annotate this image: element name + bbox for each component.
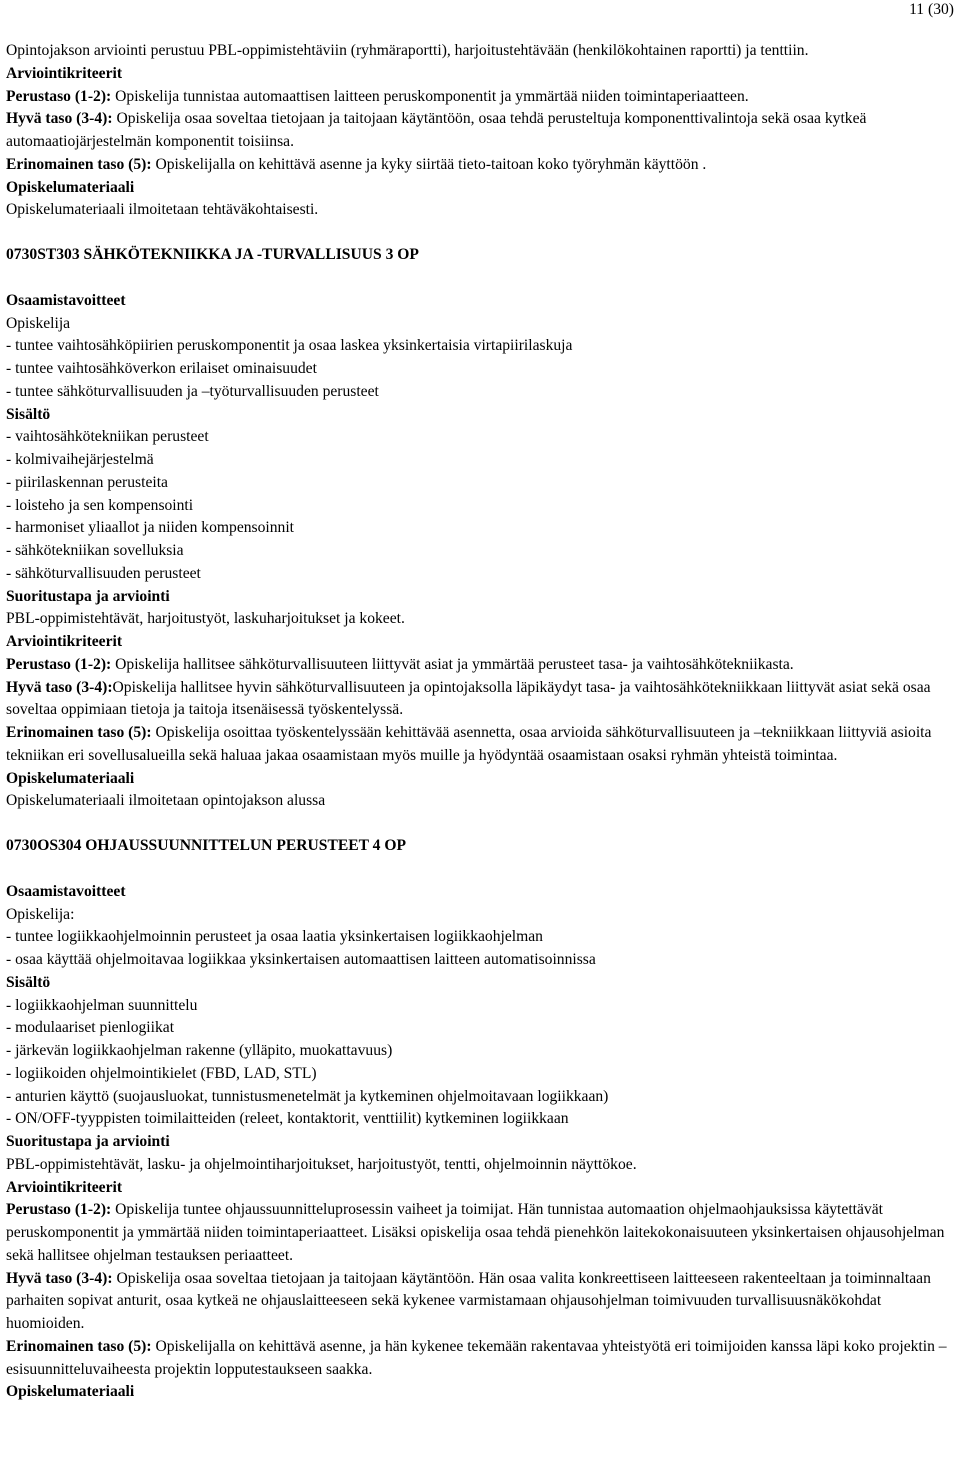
course2-method-heading: Suoritustapa ja arviointi: [6, 1133, 170, 1150]
course1-content-item: - vaihtosähkötekniikan perusteet: [6, 428, 209, 446]
course1-content-item: - harmoniset yliaallot ja niiden kompensoinnit: [6, 519, 294, 537]
course1-level1: [6, 654, 952, 677]
course2-level1-label: Perustaso (1-2):: [6, 1201, 112, 1219]
course2-goal-item: - tuntee logiikkaohjelmoinnin perusteet ja osaa laatia yksinkertaisen logiikkaohjelman: [6, 928, 543, 946]
course2-level2: [6, 1268, 952, 1336]
course1-level2-label: Hyvä taso (3-4):: [6, 678, 113, 696]
intro-level2-label: Hyvä taso (3-4):: [6, 110, 113, 128]
course1-material-heading: Opiskelumateriaali: [6, 769, 135, 787]
course1-level1-label: Perustaso (1-2):: [6, 655, 112, 673]
course2-content-item: - ON/OFF-tyyppisten toimilaitteiden (releet, kontaktorit, venttiilit) kytkeminen logiikkaan: [6, 1110, 569, 1128]
course1-content-item: - sähkötekniikan sovelluksia: [6, 542, 184, 559]
course1-level1-text: Opiskelija hallitsee sähköturvallisuuteen liittyvät asiat ja ymmärtää perusteet tasa- ja vaihtosähkötekniikasta.: [111, 655, 794, 673]
course2-goals-intro: Opiskelija:: [6, 905, 75, 923]
intro-level3: [6, 154, 952, 177]
course2-content-item: - modulaariset pienlogiikat: [6, 1019, 175, 1037]
course1-level2-text: Opiskelija hallitsee hyvin sähköturvallisuuteen ja opintojaksolla läpikäydyt tasa- ja vaihtosähkötekniikkaan liittyvät asiat sekä osaa soveltaa oppimiaan tietoja ja taitoja itsenäisessä työskentelyssä.: [6, 678, 931, 719]
course2-level2-label: Hyvä taso (3-4):: [6, 1269, 113, 1287]
page-number: 11 (30): [909, 1, 954, 18]
course1-goal-item: - tuntee vaihtosähköverkon erilaiset ominaisuudet: [6, 360, 317, 377]
course2-goal-item: - osaa käyttää ohjelmoitavaa logiikkaa yksinkertaisen automaattisen laitteen automatisoinnissa: [6, 951, 596, 968]
course2-level3-label: Erinomainen taso (5):: [6, 1337, 152, 1355]
intro-level3-label: Erinomainen taso (5):: [6, 155, 152, 173]
intro-level1-text: Opiskelija tunnistaa automaattisen laitteen peruskomponentit ja ymmärtää niiden toimintaperiaatteen.: [111, 87, 749, 105]
course1-level3-text: Opiskelija osoittaa työskentelyssään kehittävää asennetta, osaa arvioida sähköturvallisuuteen ja –tekniikkaan liittyviä asioita tekniikan eri sovellusalueilla sekä haluaa jakaa osaamistaan myös muille ja hyödyntää osaamistaan osaksi ryhmän yhteistä toimintaa.: [6, 724, 932, 764]
course1-criteria-heading: Arviointikriteerit: [6, 633, 123, 650]
course1-level3-label: Erinomainen taso (5):: [6, 724, 152, 741]
course2-content-item: - anturien käyttö (suojausluokat, tunnistusmenetelmät ja kytkeminen ohjelmoitavaan logiikkaan): [6, 1087, 609, 1105]
course2-criteria-heading: Arviointikriteerit: [6, 1178, 123, 1196]
course2-title: 0730OS304 OHJAUSSUUNNITTELUN PERUSTEET 4 OP: [6, 837, 407, 854]
course2-level2-text: Opiskelija osaa soveltaa tietojaan ja taitojaan käytäntöön. Hän osaa valita konkreettiseen laitteeseen rakenteeltaan ja toiminnaltaan parhaiten sopivat anturit, osaa kytkeä ne ohjauslaitteeseen sekä kykenee varmistamaan ohjausohjelman toimivuuden turvallisuusnäkökohdat huomioiden.: [6, 1269, 931, 1332]
intro-level1: [6, 86, 952, 109]
course2-content-item: - järkevän logiikkaohjelman rakenne (ylläpito, muokattavuus): [6, 1042, 393, 1059]
document-body: [6, 40, 952, 1404]
intro-material-text: Opiskelumateriaali ilmoitetaan tehtäväkohtaisesti.: [6, 201, 319, 219]
course1-goal-item: - tuntee sähköturvallisuuden ja –työturvallisuuden perusteet: [6, 382, 379, 400]
intro-material-heading: Opiskelumateriaali: [6, 178, 135, 196]
course2-goals-heading: Osaamistavoitteet: [6, 882, 126, 900]
course1-content-heading: Sisältö: [6, 405, 51, 423]
course2-content-item: - logiikoiden ohjelmointikielet (FBD, LAD, STL): [6, 1064, 317, 1082]
intro-criteria-heading: Arviointikriteerit: [6, 64, 123, 82]
course2-level1-text: Opiskelija tuntee ohjaussuunnitteluprosessin vaiheet ja toimijat. Hän tunnistaa automaation ohjelmaohjauksissa käytettävät peruskomponentit ja ymmärtää niiden toimintaperiaatteet. Lisäksi opiskelija osaa tehdä pienehkön laitekokonaisuuteen yksinkertaisen ohjausohjelman sekä hallitsee ohjelman testauksen periaatteet.: [6, 1201, 945, 1264]
course2-material-heading: Opiskelumateriaali: [6, 1383, 135, 1401]
course1-goals-intro: Opiskelija: [6, 314, 71, 332]
course2-content-item: - logiikkaohjelman suunnittelu: [6, 996, 198, 1014]
intro-level3-text: Opiskelijalla on kehittävä asenne ja kyky siirtää tieto-taitoan koko työryhmän käyttöön .: [151, 155, 707, 173]
course1-goal-item: - tuntee vaihtosähköpiirien peruskomponentit ja osaa laskea yksinkertaisia virtapiirilaskuja: [6, 337, 573, 355]
course2-level3-text: Opiskelijalla on kehittävä asenne, ja hän kykenee tekemään rakentavaa yhteistyötä eri toimijoiden kanssa läpi koko projektin – esisuunnitteluvaiheesta projektin lopputestaukseen saakka.: [6, 1337, 947, 1378]
course2-content-heading: Sisältö: [6, 973, 51, 991]
course1-material-text: Opiskelumateriaali ilmoitetaan opintojakson alussa: [6, 792, 326, 810]
course1-title: 0730ST303 SÄHKÖTEKNIIKKA JA -TURVALLISUUS 3 OP: [6, 246, 419, 263]
intro-text: Opintojakson arviointi perustuu PBL-oppimistehtäviin (ryhmäraportti), harjoitustehtävään (henkilökohtainen raportti) ja tenttiin.: [6, 42, 809, 59]
course1-content-item: - loisteho ja sen kompensointi: [6, 496, 194, 514]
course1-level3: [6, 722, 952, 768]
course1-level2: [6, 677, 952, 723]
course1-method-text: PBL-oppimistehtävät, harjoitustyöt, laskuharjoitukset ja kokeet.: [6, 610, 405, 628]
course1-content-item: - sähköturvallisuuden perusteet: [6, 564, 201, 582]
course2-method-text: PBL-oppimistehtävät, lasku- ja ohjelmointiharjoitukset, harjoitustyöt, tentti, ohjelmoinnin näyttökoe.: [6, 1155, 637, 1173]
course1-method-heading: Suoritustapa ja arviointi: [6, 587, 170, 605]
course2-level3: [6, 1336, 952, 1382]
intro-level2-text: Opiskelija osaa soveltaa tietojaan ja taitojaan käytäntöön, osaa tehdä perusteltuja komponenttivalintoja sekä osaa kytkeä automaatiojärjestelmän komponentit toisiinsa.: [6, 110, 867, 150]
course1-goals-heading: Osaamistavoitteet: [6, 291, 126, 309]
course2-level1: [6, 1199, 952, 1267]
course1-content-item: - kolmivaihejärjestelmä: [6, 451, 154, 468]
intro-level1-label: Perustaso (1-2):: [6, 87, 112, 105]
intro-level2: [6, 108, 952, 154]
course1-content-item: - piirilaskennan perusteita: [6, 473, 168, 491]
